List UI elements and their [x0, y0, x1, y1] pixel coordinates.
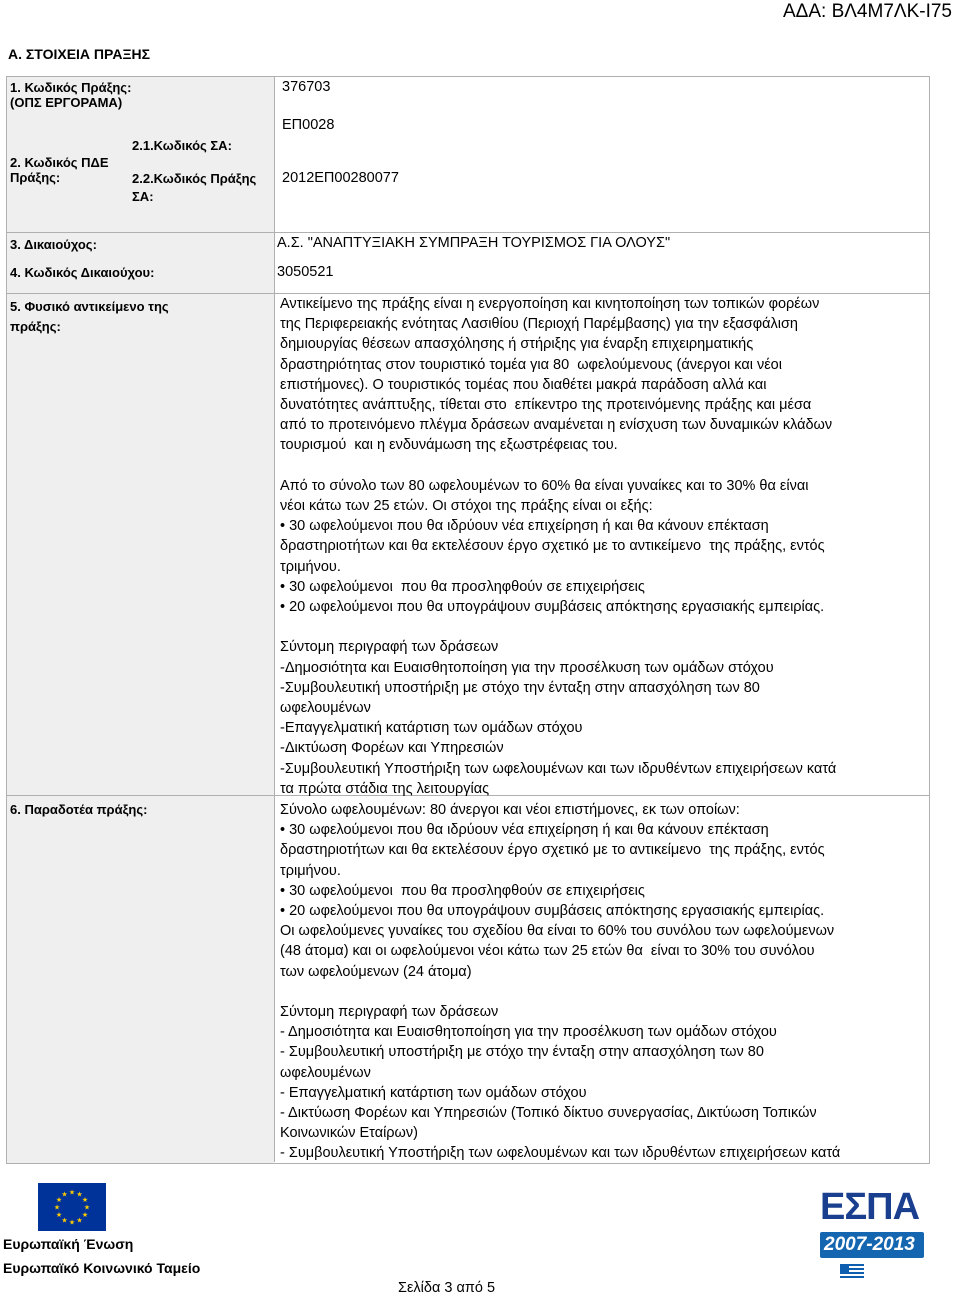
physical-object-line: νέοι κάτω των 25 ετών. Οι στόχοι της πράξης είναι οι εξής: — [280, 498, 653, 515]
deliverables-line: - Συμβουλευτική Υποστήριξη των ωφελουμένων και των ιδρυθέντων επιχειρήσεων κατά — [280, 1145, 841, 1162]
deliverables-line: - Δημοσιότητα και Ευαισθητοποίηση για την προσέλκυση των ομάδων στόχου — [280, 1024, 777, 1041]
eu-line-1: Ευρωπαϊκή Ένωση — [3, 1236, 134, 1252]
deliverables-line: Σύντομη περιγραφή των δράσεων — [280, 1004, 499, 1021]
deliverables-line: δραστηριοτήτων και θα εκτελέσουν έργο σχετικό με το αντικείμενο της πράξης, εντός — [280, 842, 825, 859]
eu-star-icon: ★ — [68, 1189, 76, 1197]
physical-object-line: από το προτεινόμενο πλέγμα δράσεων αναμένεται η ενίσχυση των δυναμικών κλάδων — [280, 417, 833, 434]
eu-star-icon: ★ — [76, 1191, 83, 1199]
deliverables-line: των ωφελούμενων (24 άτομα) — [280, 963, 472, 980]
beneficiary-code-value: 3050521 — [277, 264, 334, 280]
deliverables-line: - Επαγγελματική κατάρτιση των ομάδων στόχου — [280, 1084, 587, 1101]
physical-object-line — [280, 617, 836, 637]
beneficiary-value: Α.Σ. "ΑΝΑΠΤΥΞΙΑΚΗ ΣΥΜΠΡΑΞΗ ΤΟΥΡΙΣΜΟΣ ΓΙΑ ΟΛΟΥΣ" — [277, 235, 671, 251]
physical-object-line: Από το σύνολο των 80 ωφελουμένων το 60% θα είναι γυναίκες και το 30% θα είναι — [280, 477, 809, 494]
section-title: Α. ΣΤΟΙΧΕΙΑ ΠΡΑΞΗΣ — [8, 46, 150, 62]
physical-object-line: -Δημοσιότητα και Ευαισθητοποίηση για την προσέλκυση των ομάδων στόχου — [280, 659, 774, 676]
espa-years-band — [820, 1232, 924, 1258]
physical-object-line: δραστηριοτήτων και θα εκτελέσουν έργο σχετικό με το αντικείμενο της πράξης, εντός — [280, 538, 825, 555]
physical-object-line: Αντικείμενο της πράξης είναι η ενεργοποίηση και κινητοποίηση των τοπικών φορέων — [280, 296, 820, 312]
physical-object-line: δυνατότητες ανάπτυξης, τίθεται στο επίκεντρο της προτεινόμενης πράξης και μέσα — [280, 397, 812, 414]
deliverables-line: Κοινωνικών Εταίρων) — [280, 1125, 418, 1142]
espa-logo — [818, 1186, 926, 1282]
pde-label: 2. Κωδικός ΠΔΕ Πράξης: — [10, 155, 109, 185]
sa-value: ΕΠ0028 — [282, 117, 335, 133]
physical-object-line — [280, 456, 836, 476]
physical-object-line: τουρισμού και η ενδυνάμωση της εξωστρέφειας του. — [280, 437, 618, 454]
physical-object-line: -Συμβουλευτική Υποστήριξη των ωφελουμένων και των ιδρυθέντων επιχειρήσεων κατά — [280, 760, 837, 777]
physical-object-line: • 20 ωφελούμενοι που θα υπογράψουν συμβάσεις απόκτησης εργασιακής εμπειρίας. — [280, 599, 825, 616]
espa-logo-text: ΕΣΠΑ — [820, 1186, 920, 1228]
deliverables-label: 6. Παραδοτέα πράξης: — [10, 802, 148, 817]
eu-star-icon: ★ — [68, 1219, 76, 1227]
deliverables-line: ωφελουμένων — [280, 1064, 371, 1081]
deliverables-line: Σύνολο ωφελουμένων: 80 άνεργοι και νέοι επιστήμονες, εκ των οποίων: — [280, 802, 740, 818]
page-number: Σελίδα 3 από 5 — [398, 1280, 496, 1296]
eu-star-icon: ★ — [55, 1212, 63, 1219]
eu-star-icon: ★ — [76, 1217, 83, 1225]
physical-object-line: • 30 ωφελούμενοι που θα προσληφθούν σε επιχειρήσεις — [280, 578, 645, 595]
deliverables-line: • 30 ωφελούμενοι που θα προσληφθούν σε επιχειρήσεις — [280, 882, 645, 899]
physical-object-line: Σύντομη περιγραφή των δράσεων — [280, 639, 499, 656]
physical-object-line: επιστήμονες). Ο τουριστικός τομέας που διαθέτει μακρά παράδοση αλλά και — [280, 376, 767, 393]
deliverables-line — [280, 982, 840, 1002]
eu-star-icon: ★ — [81, 1197, 89, 1204]
code-praxis-label: 1. Κωδικός Πράξης: (ΟΠΣ ΕΡΓΟΡΑΜΑ) — [10, 80, 132, 110]
sa-praxis-value: 2012ΕΠ00280077 — [282, 170, 399, 186]
eu-star-icon: ★ — [53, 1204, 61, 1212]
deliverables-line: - Δικτύωση Φορέων και Υπηρεσιών (Τοπικό δίκτυο συνεργασίας, Δικτύωση Τοπικών — [280, 1105, 817, 1122]
deliverables-line: - Συμβουλευτική υποστήριξη με στόχο την ένταξη στην απασχόληση των 80 — [280, 1044, 764, 1061]
deliverables-text — [280, 800, 840, 1164]
physical-object-line: -Συμβουλευτική υποστήριξη με στόχο την ένταξη στην απασχόληση των 80 — [280, 679, 760, 696]
ada-header: ΑΔΑ: ΒΛ4Μ7ΛΚ-Ι75 — [782, 1, 952, 22]
sa-label: 2.1.Κωδικός ΣΑ: — [132, 138, 232, 153]
eu-star-icon: ★ — [61, 1217, 68, 1225]
eu-star-icon: ★ — [83, 1204, 91, 1212]
physical-object-text — [280, 294, 836, 799]
deliverables-line: τριμήνου. — [280, 862, 341, 879]
physical-object-line: ωφελουμένων — [280, 700, 371, 717]
sa-praxis-label: 2.2.Κωδικός Πράξης ΣΑ: — [132, 171, 257, 204]
beneficiary-label: 3. Δικαιούχος: — [10, 237, 97, 252]
physical-object-line: της Περιφερειακής ενότητας Λασιθίου (Περιοχή Παρέμβασης) για την εξασφάλιση — [280, 316, 798, 333]
espa-years: 2007-2013 — [824, 1234, 915, 1255]
deliverables-line: (48 άτομα) και οι ωφελούμενοι νέοι κάτω των 25 ετών θα είναι το 30% του συνόλου — [280, 943, 815, 960]
physical-object-line: -Επαγγελματική κατάρτιση των ομάδων στόχου — [280, 720, 583, 737]
eu-star-icon: ★ — [81, 1212, 89, 1219]
eu-flag-logo — [38, 1183, 106, 1231]
code-praxis-value: 376703 — [282, 79, 331, 95]
eu-star-icon: ★ — [61, 1191, 68, 1199]
physical-object-line: -Δικτύωση Φορέων και Υπηρεσιών — [280, 740, 504, 757]
physical-object-line: • 30 ωφελούμενοι που θα ιδρύουν νέα επιχείρηση ή και θα κάνουν επέκταση — [280, 518, 769, 535]
physical-object-line: δραστηριότητας στον τουριστικό τομέα για 80 ωφελούμενους (άνεργοι και νέοι — [280, 356, 782, 373]
physical-object-label: 5. Φυσικό αντικείμενο της πράξης: — [10, 299, 169, 334]
physical-object-line: τριμήνου. — [280, 558, 341, 575]
deliverables-line: Οι ωφελούμενες γυναίκες του σχεδίου θα είναι το 60% του συνόλου των ωφελούμενων — [280, 923, 835, 940]
beneficiary-code-label: 4. Κωδικός Δικαιούχου: — [10, 265, 155, 280]
physical-object-line: τα πρώτα στάδια της λειτουργίας — [280, 780, 490, 797]
deliverables-line: • 30 ωφελούμενοι που θα ιδρύουν νέα επιχείρηση ή και θα κάνουν επέκταση — [280, 822, 769, 839]
deliverables-line: • 20 ωφελούμενοι που θα υπογράψουν συμβάσεις απόκτησης εργασιακής εμπειρίας. — [280, 903, 825, 920]
eu-line-2: Ευρωπαϊκό Κοινωνικό Ταμείο — [3, 1260, 201, 1276]
eu-star-icon: ★ — [55, 1197, 63, 1204]
greek-flag-icon — [840, 1264, 864, 1280]
physical-object-line: δημιουργίας θέσεων απασχόλησης ή στήριξης για έναρξη επιχειρηματικής — [280, 336, 754, 353]
